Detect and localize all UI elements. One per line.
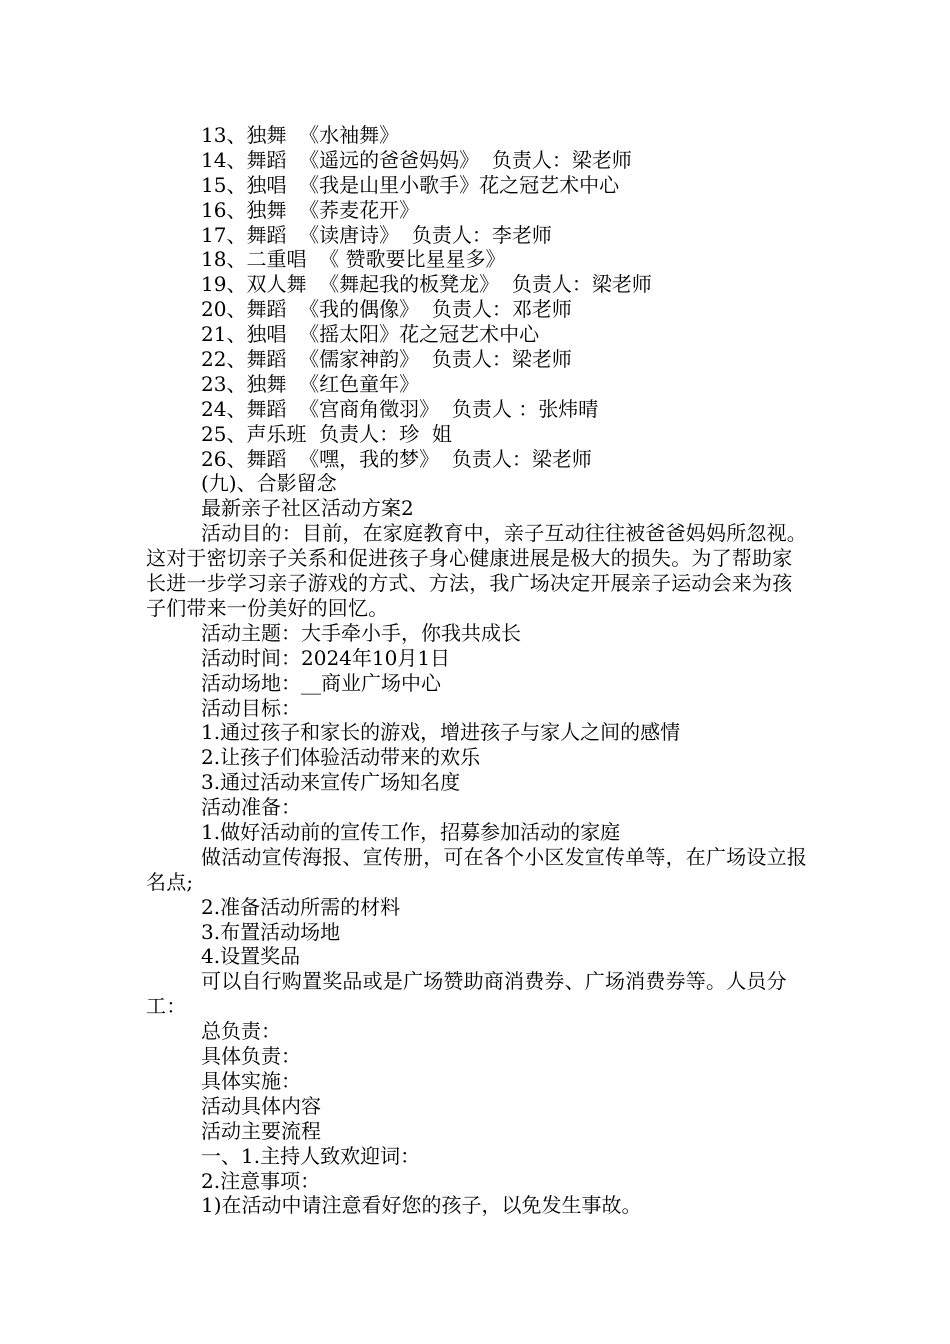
program-item: 20、舞蹈 《我的偶像》 负责人：邓老师 [201,297,572,322]
prep-detail-paragraph: 做活动宣传海报、宣传册，可在各个小区发宣传单等，在广场设立报名点; [146,844,807,894]
prep-item: 1.做好活动前的宣传工作，招募参加活动的家庭 [201,820,621,844]
program-item: 21、独唱 《摇太阳》花之冠艺术中心 [201,322,540,347]
theme-line: 活动主题：大手牵小手，你我共成长 [201,620,521,645]
plan-title: 最新亲子社区活动方案2 [201,496,414,521]
staff-lead-line: 总负责： [201,1019,281,1044]
program-item: 13、独舞 《水袖舞》 [201,123,400,147]
flow-substep: 1)在活动中请注意看好您的孩子，以免发生事故。 [201,1193,642,1218]
program-item: 17、舞蹈 《读唐诗》 负责人：李老师 [201,222,552,247]
program-item: 22、舞蹈 《儒家神韵》 负责人：梁老师 [201,347,572,372]
program-item: 25、声乐班 负责人：珍 姐 [201,421,452,446]
program-item: 19、双人舞 《舞起我的板凳龙》 负责人：梁老师 [201,272,652,297]
program-item: 18、二重唱 《 赞歌要比星星多》 [201,247,506,272]
flow-heading: 活动主要流程 [201,1118,321,1143]
program-item: 24、舞蹈 《宫商角徵羽》 负责人 ：张炜晴 [201,396,599,421]
program-item: 16、独舞 《荞麦花开》 [201,197,420,222]
goals-heading: 活动目标： [201,695,301,720]
purpose-paragraph: 活动目的：目前，在家庭教育中，亲子互动往往被爸爸妈妈所忽视。这对于密切亲子关系和促进孩子身心健康进展是极大的损失。为了帮助家长进一步学习亲子游戏的方式、方法，我广场决定开展亲子运动会来为孩子们带来一份美好的回忆。 [146,521,807,620]
prizes-paragraph: 可以自行购置奖品或是广场赞助商消费券、广场消费券等。人员分工： [146,969,787,1019]
staff-specific-line: 具体负责： [201,1044,301,1069]
program-item: 14、舞蹈 《遥远的爸爸妈妈》 负责人：梁老师 [201,147,632,172]
prep-heading: 活动准备： [201,795,301,820]
venue-line: 活动场地：__商业广场中心 [201,670,441,695]
flow-step: 一、1.主持人致欢迎词： [201,1143,421,1168]
goal-item: 1.通过孩子和家长的游戏，增进孩子与家人之间的感情 [201,720,681,745]
program-item: 23、独舞 《红色童年》 [201,371,420,396]
program-item: 26、舞蹈 《嘿，我的梦》 负责人：梁老师 [201,446,592,471]
document-body [146,123,810,1218]
content-heading: 活动具体内容 [201,1093,321,1118]
program-item: 15、独唱 《我是山里小歌手》花之冠艺术中心 [201,172,620,197]
flow-step: 2.注意事项： [201,1168,321,1193]
goal-item: 2.让孩子们体验活动带来的欢乐 [201,745,481,770]
goal-item: 3.通过活动来宣传广场知名度 [201,770,461,795]
prep-item: 3.布置活动场地 [201,919,341,944]
time-line: 活动时间：2024年10月1日 [201,645,451,670]
staff-impl-line: 具体实施： [201,1068,301,1093]
section-nine-heading: (九)、合影留念 [201,471,337,496]
prep-item: 4.设置奖品 [201,944,301,969]
prep-item: 2.准备活动所需的材料 [201,894,401,919]
